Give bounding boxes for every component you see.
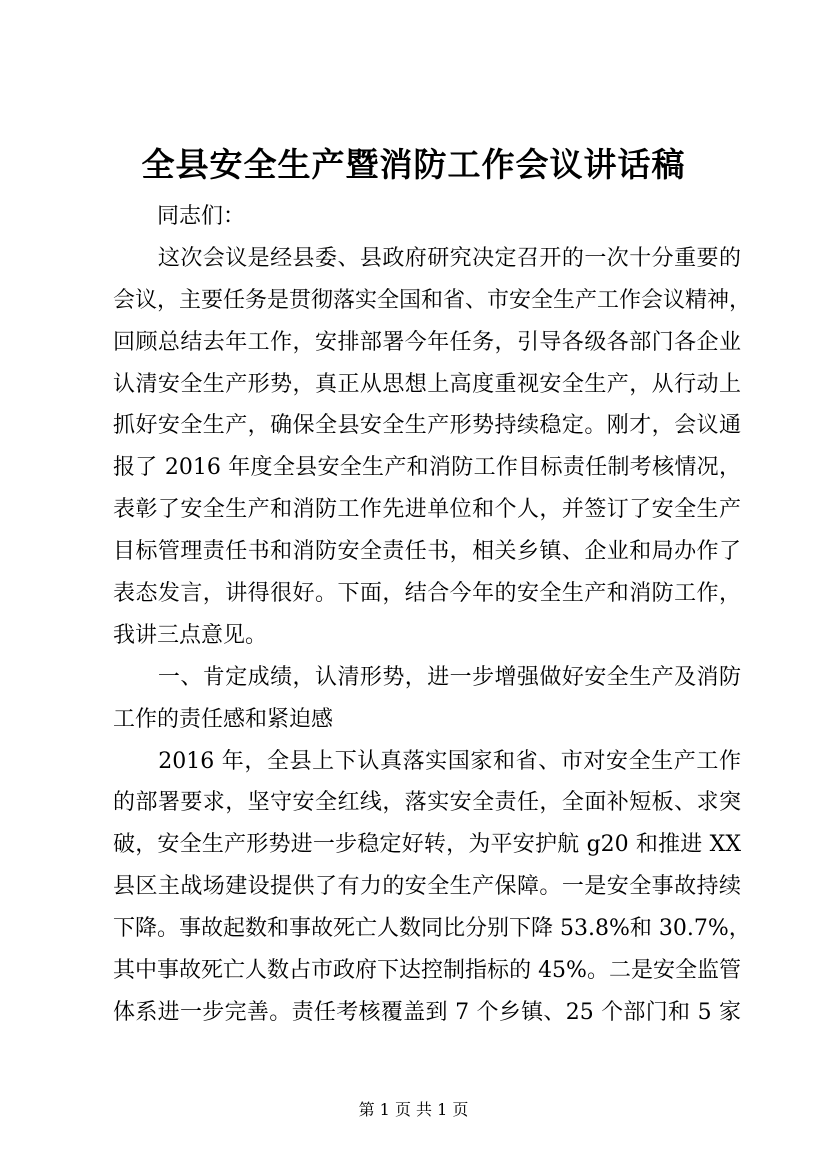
body-line: 回顾总结去年工作，安排部署今年任务，引导各级各部门各企业	[113, 329, 741, 355]
body-line: 认清安全生产形势，真正从思想上高度重视安全生产，从行动上	[113, 371, 741, 397]
body-line: 的部署要求，坚守安全红线，落实安全责任，全面补短板、求突	[113, 790, 741, 816]
section-heading: 一、肯定成绩，认清形势，进一步增强做好安全生产及消防	[113, 664, 741, 690]
body-line: 其中事故死亡人数占市政府下达控制指标的 45%。二是安全监管	[113, 958, 741, 984]
body-line: 县区主战场建设提供了有力的安全生产保障。一是安全事故持续	[113, 874, 741, 900]
body-line: 同志们：	[113, 204, 246, 229]
body-line: 破，安全生产形势进一步稳定好转，为平安护航 g20 和推进 XX	[113, 832, 741, 858]
body-line: 会议，主要任务是贯彻落实全国和省、市安全生产工作会议精神，	[113, 287, 752, 313]
body-line: 表态发言，讲得很好。下面，结合今年的安全生产和消防工作，	[113, 581, 741, 607]
body-line: 目标管理责任书和消防安全责任书，相关乡镇、企业和局办作了	[113, 539, 741, 565]
body-line: 我讲三点意见。	[113, 622, 268, 648]
body-line: 下降。事故起数和事故死亡人数同比分别下降 53.8%和 30.7%，	[113, 916, 751, 942]
body-line: 这次会议是经县委、县政府研究决定召开的一次十分重要的	[113, 245, 741, 271]
document-body	[113, 196, 752, 1034]
body-line: 表彰了安全生产和消防工作先进单位和个人，并签订了安全生产	[113, 497, 741, 523]
document-title: 全县安全生产暨消防工作会议讲话稿	[141, 145, 686, 184]
body-line: 2016 年，全县上下认真落实国家和省、市对安全生产工作	[113, 748, 741, 774]
body-line: 体系进一步完善。责任考核覆盖到 7 个乡镇、25 个部门和 5 家	[113, 999, 741, 1025]
body-line: 报了 2016 年度全县安全生产和消防工作目标责任制考核情况，	[113, 455, 741, 481]
page-footer: 第 1 页 共 1 页	[358, 1100, 469, 1119]
section-heading: 工作的责任感和紧迫感	[113, 706, 334, 732]
body-line: 抓好安全生产，确保全县安全生产形势持续稳定。刚才，会议通	[113, 413, 741, 439]
